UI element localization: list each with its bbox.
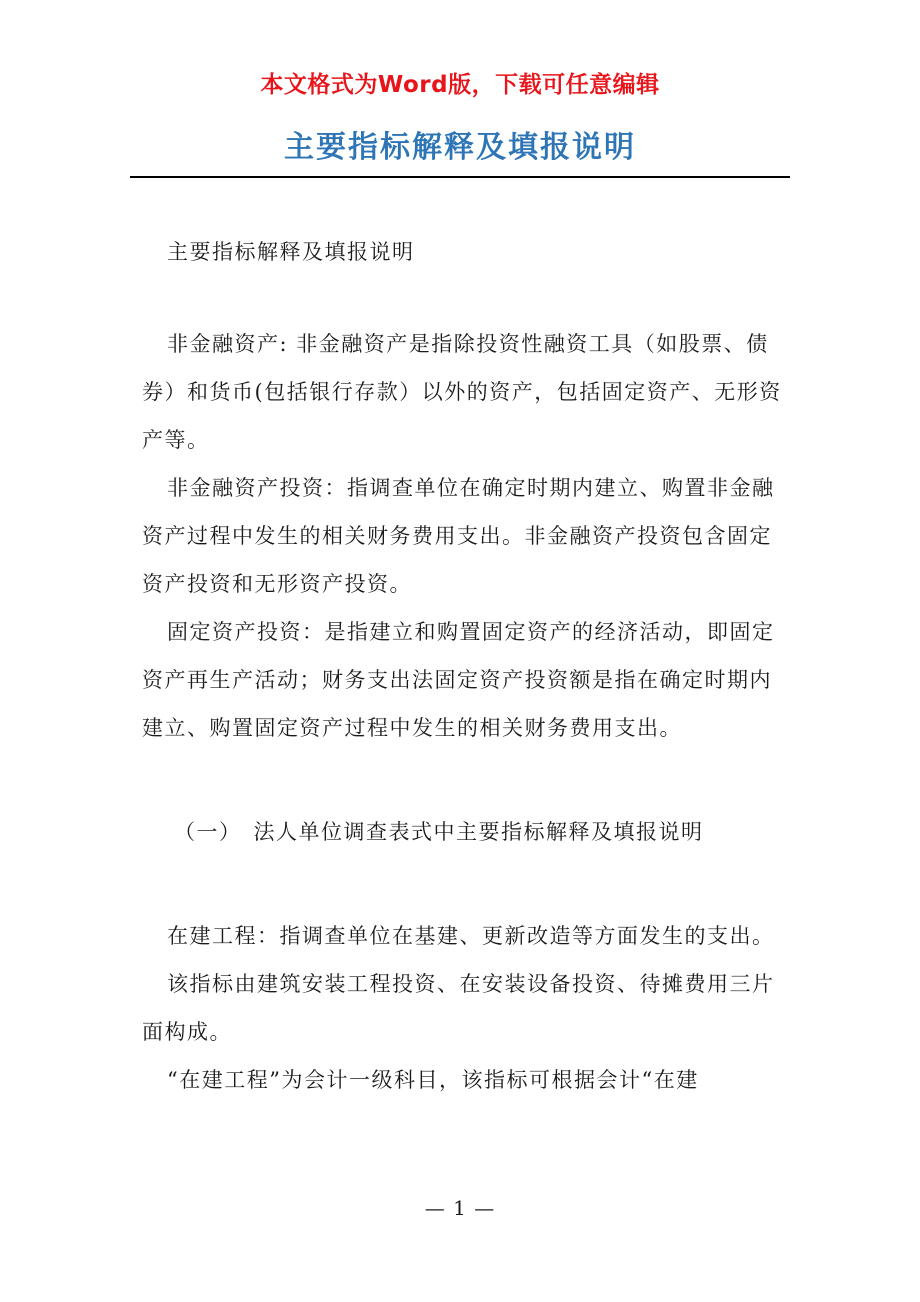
section-heading: （一） 法人单位调查表式中主要指标解释及填报说明 (174, 820, 704, 844)
download-banner: 本文格式为Word版，下载可任意编辑 (260, 72, 660, 98)
title-divider (130, 176, 790, 178)
paragraph-indicator-composition: 该指标由建筑安装工程投资、在安装设备投资、待摊费用三片面构成。 (142, 972, 775, 1044)
paragraph-fixed-asset-investment: 固定资产投资：是指建立和购置固定资产的经济活动，即固定资产再生产活动；财务支出法固定资产投资额是指在确定时期内建立、购置固定资产过程中发生的相关财务费用支出。 (142, 620, 775, 740)
document-title: 主要指标解释及填报说明 (284, 130, 636, 165)
paragraph-construction-in-progress: 在建工程：指调查单位在基建、更新改造等方面发生的支出。 (167, 924, 775, 948)
document-body (142, 228, 782, 1104)
paragraph-non-financial-assets: 非金融资产: 非金融资产是指除投资性融资工具（如股票、债券）和货币(包括银行存款）以外的资产，包括固定资产、无形资产等。 (142, 332, 782, 452)
paragraph-accounting-subject: “在建工程”为会计一级科目，该指标可根据会计“在建 (167, 1068, 699, 1092)
paragraph-heading: 主要指标解释及填报说明 (167, 240, 415, 264)
paragraph-non-financial-investment: 非金融资产投资：指调查单位在确定时期内建立、购置非金融资产过程中发生的相关财务费用支出。非金融资产投资包含固定资产投资和无形资产投资。 (142, 476, 775, 596)
page-number: — 1 — (424, 1196, 496, 1220)
